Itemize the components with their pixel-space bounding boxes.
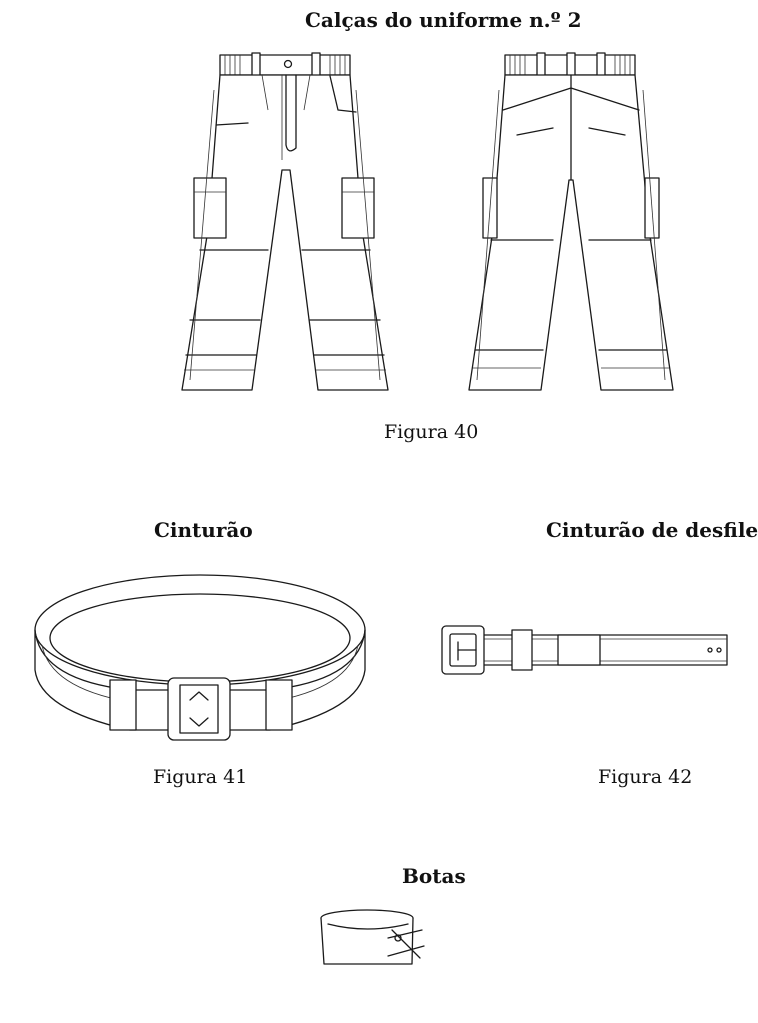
figure-41-caption: Figura 41 [153, 766, 248, 788]
trousers-front-illustration [170, 50, 400, 400]
figure-40-caption: Figura 40 [384, 421, 479, 443]
boots-illustration [312, 908, 432, 964]
trousers-title: Calças do uniforme n.º 2 [305, 8, 582, 32]
belt-illustration [30, 570, 375, 750]
figure-42-caption: Figura 42 [598, 766, 693, 788]
trousers-back-illustration [455, 50, 685, 400]
parade-belt-title: Cinturão de desfile [546, 518, 758, 542]
parade-belt-illustration [440, 620, 727, 680]
belt-title: Cinturão [154, 518, 253, 542]
boots-title: Botas [402, 864, 466, 888]
